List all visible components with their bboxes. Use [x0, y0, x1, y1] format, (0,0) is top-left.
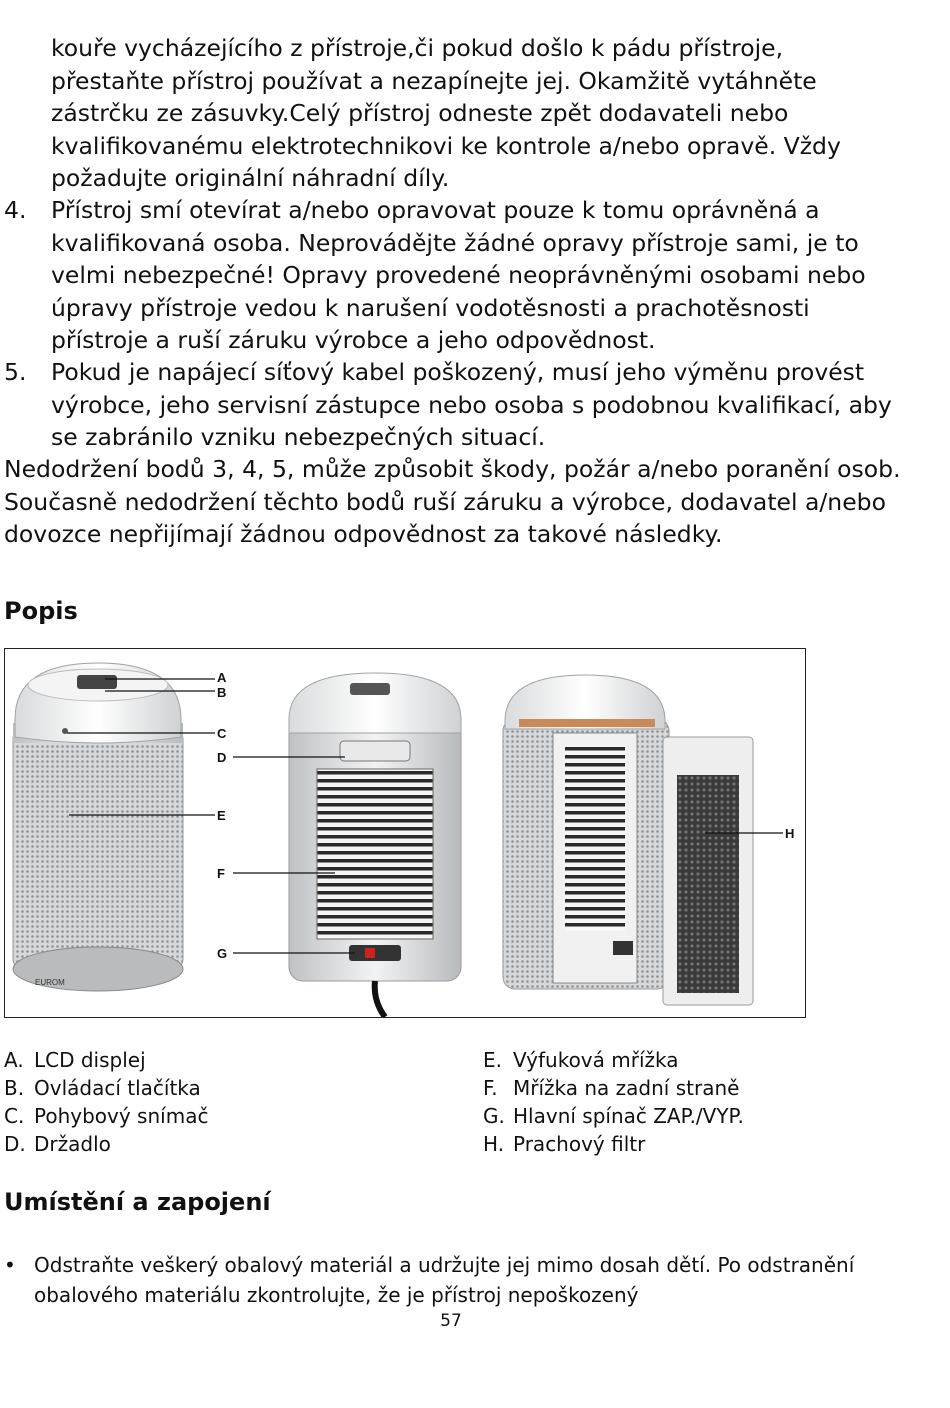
heater-back-view	[289, 673, 461, 1017]
label-b: B	[217, 685, 227, 700]
item-text: Pokud je napájecí síťový kabel poškozený, musí jeho výměnu provést výrobce, jeho servisní zástupce nebo osoba s podobnou kvalifikací, aby se zabránilo vzniku nebezpečných situací.	[51, 358, 892, 451]
section-heading-umisteni: Umístění a zapojení	[4, 1188, 271, 1216]
legend-item: B. Ovládací tlačítka	[4, 1076, 201, 1100]
brand-logo: EUROM	[35, 978, 65, 987]
label-g: G	[217, 946, 228, 961]
label-d: D	[217, 750, 227, 765]
label-e: E	[217, 808, 226, 823]
bullet-icon: •	[4, 1253, 16, 1277]
item-number: 4.	[4, 196, 27, 224]
bullet-text: Odstraňte veškerý obalový materiál a udržujte jej mimo dosah dětí. Po odstranění obalového materiálu zkontrolujte, že je přístroj nepoškozený	[34, 1253, 855, 1307]
page-number: 57	[440, 1311, 462, 1331]
item-number: 5.	[4, 358, 27, 386]
intro-line: kouře vycházejícího z přístroje,či pokud došlo k pádu přístroje,	[51, 34, 784, 62]
intro-line: přestaňte přístroj používat a nezapínejte jej. Okamžitě vytáhněte	[51, 66, 817, 95]
intro-line: kvalifikovanému elektrotechnikovi ke kontrole a/nebo opravě. Vždy	[51, 131, 841, 160]
product-figure	[4, 648, 806, 1018]
legend-left	[4, 1046, 208, 1158]
legend-right	[483, 1046, 744, 1158]
legend-item: C. Pohybový snímač	[4, 1104, 209, 1128]
bullet-item	[4, 1250, 904, 1310]
legend-item: G. Hlavní spínač ZAP./VYP.	[483, 1104, 744, 1128]
label-c: C	[217, 726, 227, 741]
legend-item: A. LCD displej	[4, 1048, 146, 1072]
legend-item: D. Držadlo	[4, 1132, 111, 1156]
intro-paragraph	[51, 32, 911, 195]
legend-item: E. Výfuková mřížka	[483, 1048, 679, 1072]
label-f: F	[217, 866, 225, 881]
list-item-5	[4, 356, 904, 454]
heater-front-view	[13, 663, 183, 991]
heater-open-view	[503, 675, 753, 1005]
label-a: A	[217, 670, 227, 685]
intro-line: požadujte originální náhradní díly.	[51, 164, 450, 192]
item-text: Přístroj smí otevírat a/nebo opravovat pouze k tomu oprávněná a kvalifikovaná osoba. Neprovádějte žádné opravy přístroje sami, je to velmi nebezpečné! Opravy provedené neoprávněnými osobami nebo úpravy přístroje vedou k narušení vodotěsnosti a prachotěsnosti přístroje a ruší záruku výrobce a jeho odpovědnost.	[51, 196, 866, 354]
intro-line: zástrčku ze zásuvky.Celý přístroj odneste zpět dodavateli nebo	[51, 99, 789, 127]
section-heading-popis: Popis	[4, 597, 78, 625]
legend-item: H. Prachový filtr	[483, 1132, 646, 1156]
label-h: H	[785, 826, 795, 841]
list-item-4	[4, 194, 904, 357]
legend-item: F. Mřížka na zadní straně	[483, 1076, 740, 1100]
warning-paragraph: Nedodržení bodů 3, 4, 5, může způsobit škody, požár a/nebo poranění osob. Současně nedodržení těchto bodů ruší záruku a výrobce, dodavatel a/nebo dovozce nepřijímají žádnou odpovědnost za takové následky.	[4, 455, 901, 548]
heater-illustration	[5, 649, 805, 1017]
